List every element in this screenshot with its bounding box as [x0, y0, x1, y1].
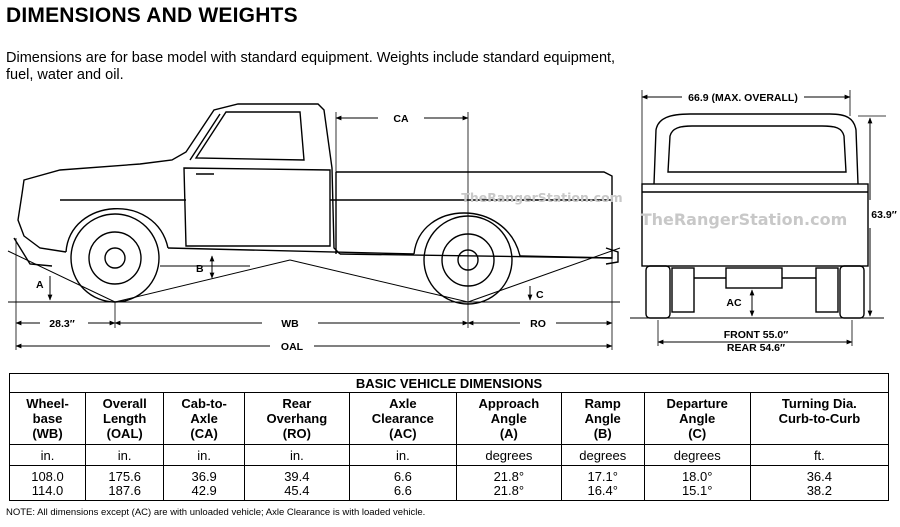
track-front-label: FRONT 55.0″ — [723, 329, 789, 341]
approach-angle-label: A — [36, 279, 44, 291]
unit-cell: in. — [244, 445, 349, 466]
value-cell: 6.6 6.6 — [349, 466, 456, 501]
values-row — [10, 466, 889, 501]
col-header: Approach Angle (A) — [456, 393, 561, 445]
col-header: Turning Dia. Curb-to-Curb — [750, 393, 888, 445]
departure-angle-label: C — [536, 289, 544, 301]
value-cell: 18.0° 15.1° — [644, 466, 750, 501]
col-header: Cab-to- Axle (CA) — [164, 393, 245, 445]
ramp-angle-label: B — [196, 263, 204, 275]
ca-label: CA — [393, 113, 409, 125]
unit-cell: degrees — [561, 445, 644, 466]
col-header: Overall Length (OAL) — [86, 393, 164, 445]
unit-cell: ft. — [750, 445, 888, 466]
watermark-side: TheRangerStation.com — [461, 190, 623, 205]
overall-width-label: 66.9 (MAX. OVERALL) — [688, 92, 798, 104]
col-header: Wheel- base (WB) — [10, 393, 86, 445]
ac-label: AC — [726, 297, 742, 309]
value-cell: 36.9 42.9 — [164, 466, 245, 501]
vehicle-dimension-drawing — [0, 88, 900, 368]
col-header: Ramp Angle (B) — [561, 393, 644, 445]
ro-label: RO — [530, 318, 546, 330]
unit-cell: degrees — [644, 445, 750, 466]
value-cell: 36.4 38.2 — [806, 469, 833, 498]
unit-cell: in. — [164, 445, 245, 466]
value-cell: 17.1° 16.4° — [561, 466, 644, 501]
footnote: NOTE: All dimensions except (AC) are with unloaded vehicle; Axle Clearance is with loaded vehicle. — [6, 507, 426, 518]
track-rear-label: REAR 54.6″ — [726, 342, 786, 354]
front-overhang-label: 28.3″ — [49, 318, 75, 330]
basic-dimensions-table — [9, 373, 889, 501]
table-header-row — [10, 393, 889, 445]
unit-cell: in. — [10, 445, 86, 466]
unit-cell: in. — [86, 445, 164, 466]
units-row — [10, 445, 889, 466]
value-cell: 175.6 187.6 — [86, 466, 164, 501]
oal-label: OAL — [280, 341, 304, 353]
unit-cell: in. — [349, 445, 456, 466]
unit-cell: degrees — [456, 445, 561, 466]
wb-label: WB — [281, 318, 299, 330]
col-header: Rear Overhang (RO) — [244, 393, 349, 445]
value-cell: 108.0 114.0 — [10, 466, 86, 501]
col-header: Departure Angle (C) — [644, 393, 750, 445]
col-header: Axle Clearance (AC) — [349, 393, 456, 445]
table-caption: BASIC VEHICLE DIMENSIONS — [10, 374, 889, 393]
intro-text: Dimensions are for base model with standard equipment. Weights include standard equipment, fuel, water and oil. — [6, 50, 616, 83]
overall-height-label: 63.9″ — [871, 209, 897, 221]
value-cell: 39.4 45.4 — [244, 466, 349, 501]
page-title: DIMENSIONS AND WEIGHTS — [6, 4, 298, 27]
watermark-rear: TheRangerStation.com — [640, 210, 848, 229]
value-cell: 21.8° 21.8° — [456, 466, 561, 501]
